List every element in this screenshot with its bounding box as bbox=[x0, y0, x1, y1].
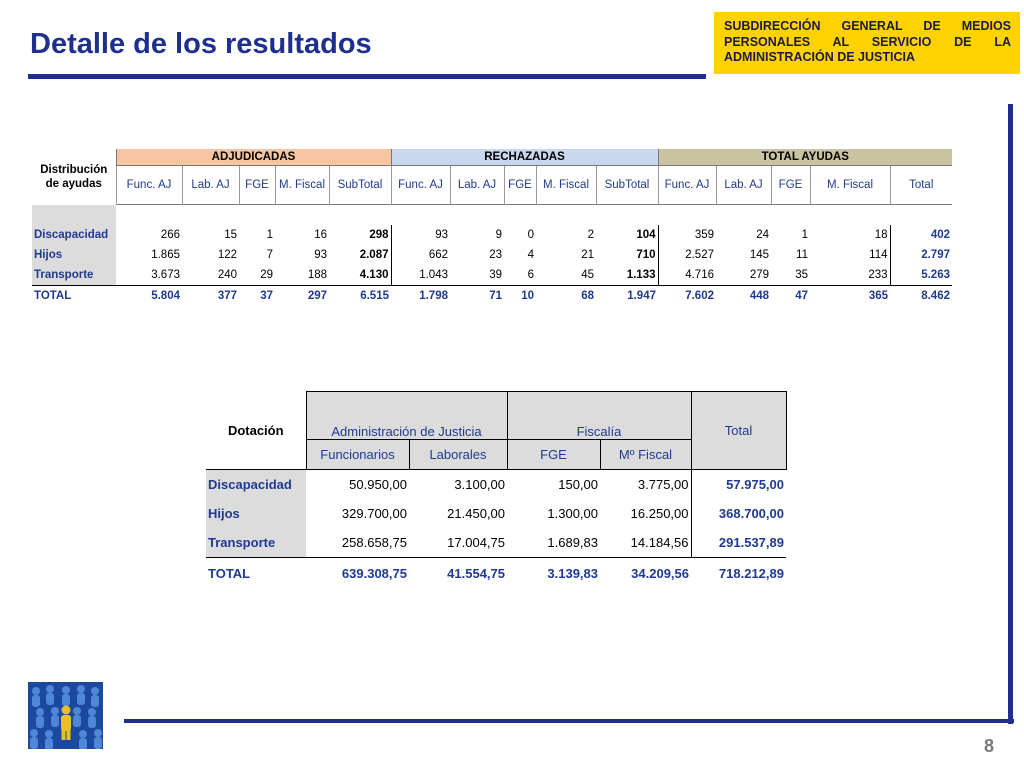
cell: 279 bbox=[749, 269, 769, 281]
title-underline bbox=[28, 74, 706, 79]
cell: 6.515 bbox=[329, 286, 391, 306]
col-header: Func. AJ bbox=[658, 166, 716, 205]
cell: 233 bbox=[868, 269, 888, 281]
distribution-table bbox=[32, 149, 952, 305]
cell: 57.975,00 bbox=[691, 470, 786, 500]
allocation-table bbox=[206, 391, 787, 589]
col-header: Lab. AJ bbox=[716, 166, 771, 205]
cell: 718.212,89 bbox=[691, 558, 786, 590]
cell: 37 bbox=[239, 286, 275, 306]
cell: 9 bbox=[495, 229, 502, 241]
group-total: Total bbox=[691, 392, 786, 470]
cell: 188 bbox=[307, 269, 327, 281]
cell: 21 bbox=[581, 249, 594, 261]
cell: 2 bbox=[587, 229, 594, 241]
cell: 145 bbox=[749, 249, 769, 261]
group-fiscalia: Fiscalía bbox=[507, 392, 691, 440]
cell: 10 bbox=[504, 286, 536, 306]
cell: 639.308,75 bbox=[306, 558, 409, 590]
cell: 377 bbox=[182, 286, 239, 306]
col-header: Laborales bbox=[409, 440, 507, 470]
cell: 298 bbox=[369, 229, 389, 241]
cell: 15 bbox=[224, 229, 237, 241]
cell: 14.184,56 bbox=[600, 528, 691, 558]
row-label: TOTAL bbox=[206, 558, 306, 590]
col-header: M. Fiscal bbox=[810, 166, 890, 205]
cell: 5.263 bbox=[890, 265, 952, 286]
organization-banner: SUBDIRECCIÓN GENERAL DE MEDIOS PERSONALES AL SERVICIO DE LA ADMINISTRACIÓN DE JUSTICIA bbox=[714, 12, 1020, 74]
group-administracion-justicia: Administración de Justicia bbox=[306, 392, 507, 440]
col-header: Funcionarios bbox=[306, 440, 409, 470]
table-row bbox=[206, 528, 786, 558]
page-title: Detalle de los resultados bbox=[30, 28, 372, 60]
cell: 2.527 bbox=[658, 245, 716, 265]
cell: 402 bbox=[890, 225, 952, 245]
cell: 1 bbox=[266, 229, 273, 241]
table-row bbox=[206, 499, 786, 528]
col-header: M. Fiscal bbox=[536, 166, 596, 205]
right-border-line bbox=[1008, 104, 1013, 724]
cell: 4.716 bbox=[658, 265, 716, 286]
cell: 35 bbox=[795, 269, 808, 281]
col-header: Lab. AJ bbox=[182, 166, 239, 205]
cell: 47 bbox=[771, 286, 810, 306]
cell: 7.602 bbox=[658, 286, 716, 306]
cell: 258.658,75 bbox=[306, 528, 409, 558]
cell: 71 bbox=[450, 286, 504, 306]
row-label: TOTAL bbox=[32, 286, 116, 306]
total-row bbox=[32, 286, 952, 306]
col-header: FGE bbox=[507, 440, 600, 470]
col-header: FGE bbox=[771, 166, 810, 205]
cell: 16 bbox=[314, 229, 327, 241]
row-label: Transporte bbox=[32, 265, 116, 286]
cell: 18 bbox=[874, 229, 888, 241]
cell: 93 bbox=[314, 249, 327, 261]
cell: 1.798 bbox=[391, 286, 450, 306]
table-row bbox=[206, 470, 786, 500]
group-rechazadas: RECHAZADAS bbox=[391, 149, 658, 166]
cell: 359 bbox=[658, 225, 716, 245]
cell: 8.462 bbox=[890, 286, 952, 306]
cell: 291.537,89 bbox=[691, 528, 786, 558]
table-row bbox=[32, 225, 952, 245]
col-header: FGE bbox=[504, 166, 536, 205]
cell: 1.043 bbox=[391, 265, 450, 286]
cell: 1.133 bbox=[626, 269, 656, 281]
cell: 11 bbox=[796, 249, 808, 261]
cell: 23 bbox=[489, 249, 502, 261]
cell: 5.804 bbox=[116, 286, 182, 306]
row-label: Hijos bbox=[206, 499, 306, 528]
col-header: Func. AJ bbox=[116, 166, 182, 205]
cell: 4.130 bbox=[359, 269, 389, 281]
cell: 662 bbox=[391, 245, 450, 265]
col-header: SubTotal bbox=[596, 166, 658, 205]
cell: 34.209,56 bbox=[600, 558, 691, 590]
total-row bbox=[206, 558, 786, 590]
cell: 2.797 bbox=[890, 245, 952, 265]
group-total-ayudas: TOTAL AYUDAS bbox=[658, 149, 952, 166]
cell: 50.950,00 bbox=[306, 470, 409, 500]
cell: 1.865 bbox=[151, 249, 180, 261]
row-label: Hijos bbox=[32, 245, 116, 265]
cell: 21.450,00 bbox=[409, 499, 507, 528]
group-adjudicadas: ADJUDICADAS bbox=[116, 149, 391, 166]
row-label: Transporte bbox=[206, 528, 306, 558]
cell: 329.700,00 bbox=[306, 499, 409, 528]
cell: 710 bbox=[636, 249, 656, 261]
col-header: Mº Fiscal bbox=[600, 440, 691, 470]
col-header: M. Fiscal bbox=[275, 166, 329, 205]
table1-corner-header: Distribución de ayudas bbox=[32, 149, 116, 205]
cell: 41.554,75 bbox=[409, 558, 507, 590]
cell: 7 bbox=[266, 249, 273, 261]
cell: 45 bbox=[581, 269, 594, 281]
people-logo-icon bbox=[28, 682, 103, 749]
cell: 266 bbox=[160, 229, 180, 241]
cell: 16.250,00 bbox=[600, 499, 691, 528]
cell: 4 bbox=[527, 249, 534, 261]
table-row bbox=[32, 265, 952, 286]
cell: 297 bbox=[275, 286, 329, 306]
cell: 2.087 bbox=[359, 249, 389, 261]
cell: 122 bbox=[217, 249, 237, 261]
cell: 3.775,00 bbox=[600, 470, 691, 500]
cell: 1.689,83 bbox=[507, 528, 600, 558]
cell: 39 bbox=[489, 269, 502, 281]
row-label: Discapacidad bbox=[32, 225, 116, 245]
cell: 3.673 bbox=[151, 269, 180, 281]
cell: 150,00 bbox=[507, 470, 600, 500]
col-header: Total bbox=[890, 166, 952, 205]
cell: 6 bbox=[527, 269, 534, 281]
cell: 114 bbox=[869, 249, 888, 261]
col-header: SubTotal bbox=[329, 166, 391, 205]
table2-corner-header: Dotación bbox=[206, 392, 306, 470]
cell: 17.004,75 bbox=[409, 528, 507, 558]
cell: 1 bbox=[801, 229, 808, 241]
cell: 368.700,00 bbox=[691, 499, 786, 528]
cell: 24 bbox=[756, 229, 769, 241]
cell: 93 bbox=[391, 225, 450, 245]
cell: 1.300,00 bbox=[507, 499, 600, 528]
cell: 448 bbox=[716, 286, 771, 306]
cell: 3.100,00 bbox=[409, 470, 507, 500]
cell: 1.947 bbox=[596, 286, 658, 306]
cell: 29 bbox=[260, 269, 273, 281]
cell: 240 bbox=[217, 269, 237, 281]
table-row bbox=[32, 245, 952, 265]
bottom-rule bbox=[124, 719, 1014, 723]
row-label: Discapacidad bbox=[206, 470, 306, 500]
cell: 0 bbox=[527, 229, 534, 241]
cell: 365 bbox=[810, 286, 890, 306]
col-header: Func. AJ bbox=[391, 166, 450, 205]
cell: 104 bbox=[636, 229, 656, 241]
page-number: 8 bbox=[984, 736, 995, 756]
cell: 68 bbox=[536, 286, 596, 306]
col-header: Lab. AJ bbox=[450, 166, 504, 205]
cell: 3.139,83 bbox=[507, 558, 600, 590]
col-header: FGE bbox=[239, 166, 275, 205]
